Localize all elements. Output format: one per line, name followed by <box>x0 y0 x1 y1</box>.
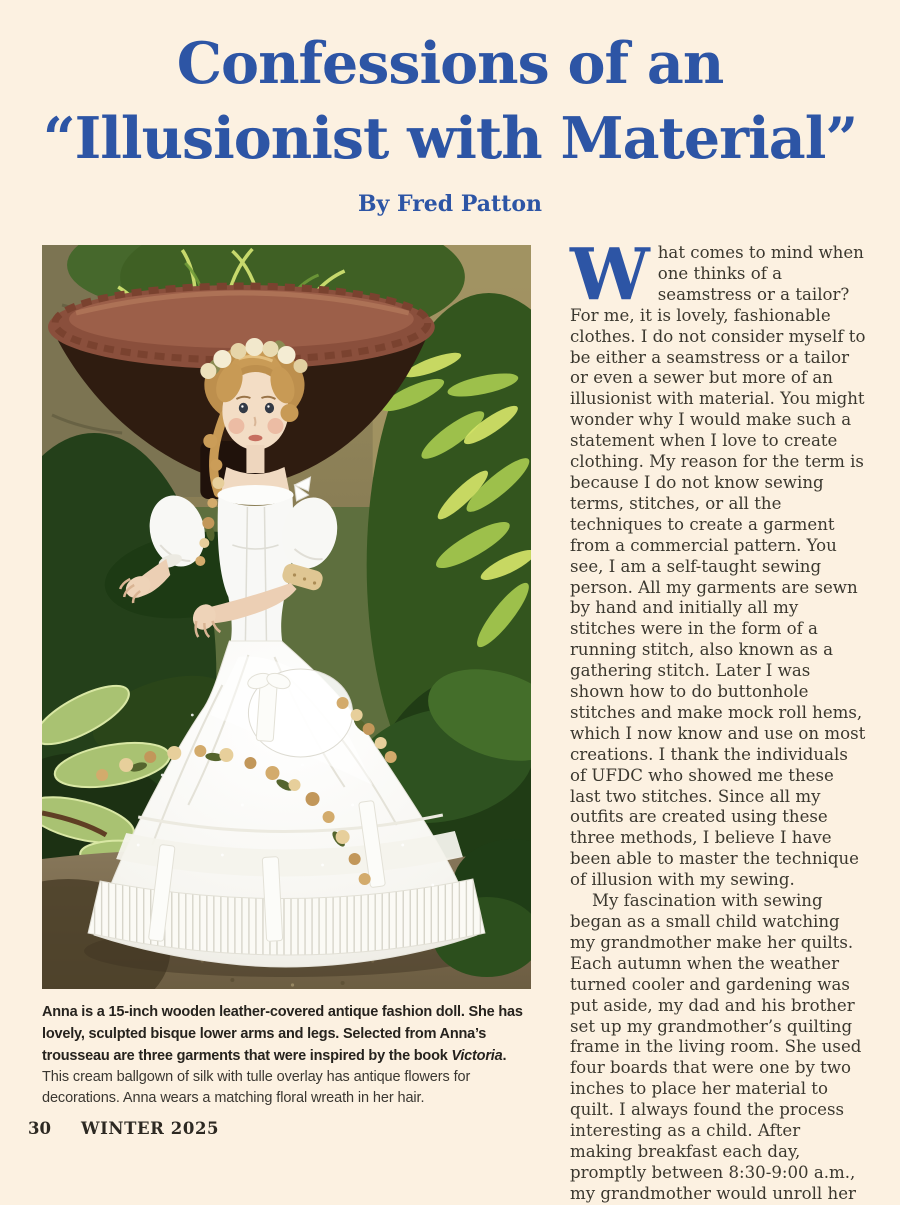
garden-photo-illustration <box>42 245 531 989</box>
issue-label: WINTER 2025 <box>80 1119 220 1138</box>
book-title: Victoria <box>451 1048 503 1064</box>
page-footer <box>28 1119 219 1138</box>
photo-caption-primary <box>42 1001 544 1067</box>
article-title-line1: Confessions of an <box>176 30 724 97</box>
photo-caption-primary-end: . <box>502 1048 507 1064</box>
byline: By Fred Patton <box>357 191 543 217</box>
doll-photo <box>42 245 531 989</box>
article-title-line2: “Illusionist with Material” <box>42 105 858 172</box>
article-body <box>570 232 866 1205</box>
page-number: 30 <box>28 1119 51 1138</box>
body-paragraph-2: My fascination with sewing began as a small child watching my grandmother make her quilts. Each autumn when the weather turned cooler and gardening was put aside, my dad and his brother set up my grandmother’s quilting frame in the living room. She used four boards that were one by two inches to place her material to quilt. I always found the process interesting as a child. After making breakfast each day, promptly between 8:30-9:00 a.m., my grandmother would unroll her <box>570 891 862 1203</box>
article-title <box>0 26 900 176</box>
body-paragraph-1-text: hat comes to mind when one thinks of a seamstress or a tailor? For me, it is lovely, fashionable clothes. I do not consider myself to be either a seamstress or a tailor or even a sewer but more of an illusionist with material. You might wonder why I would make such a statement when I love to create clothing. My reason for the term is because I do not know sewing terms, stitches, or all the techniques to create a garment from a commercial pattern. You see, I am a self-taught sewing person. All my garments are sewn by hand and initially all my stitches were in the form of a running stitch, also known as a gathering stitch. Later I was shown how to do buttonhole stitches and make mock roll hems, which I now know and use on most creations. I thank the individuals of UFDC who showed me these last two stitches. Since all my outfits are created using these three methods, I believe I have been able to master the technique of illusion with my sewing. <box>570 243 866 890</box>
body-paragraph-1 <box>570 232 866 891</box>
drop-cap: W <box>570 232 650 316</box>
photo-caption-secondary: This cream ballgown of silk with tulle overlay has antique flowers for decorations. Anna wears a matching floral wreath in her hair. <box>42 1069 471 1106</box>
photo-caption-primary-text: Anna is a 15-inch wooden leather-covered antique fashion doll. She has lovely, sculpted bisque lower arms and legs. Selected from Anna’s trousseau are three garments that were inspired by the book <box>42 1004 523 1064</box>
